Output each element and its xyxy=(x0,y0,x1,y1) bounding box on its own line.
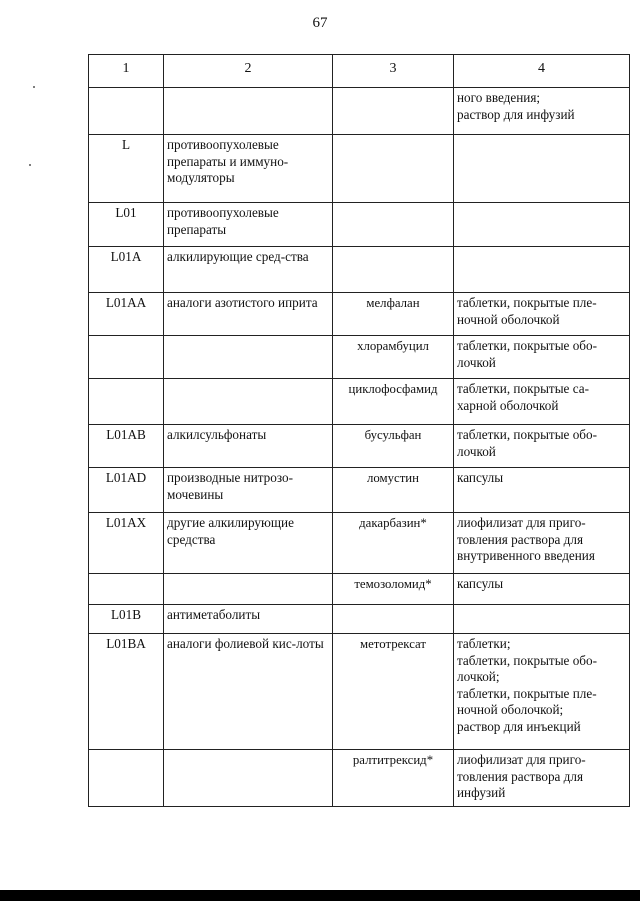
table-row xyxy=(89,203,630,247)
drug-name-cell: ломустин xyxy=(333,468,454,513)
scan-edge-bar xyxy=(0,890,640,901)
group-name-cell xyxy=(164,88,333,135)
drug-name-cell: хлорамбуцил xyxy=(333,336,454,379)
table-row xyxy=(89,605,630,634)
table-row xyxy=(89,634,630,750)
table-row xyxy=(89,336,630,379)
drug-name-cell xyxy=(333,88,454,135)
atc-code-cell: L01B xyxy=(89,605,164,634)
dosage-form-cell xyxy=(454,247,630,293)
atc-code-cell: L01 xyxy=(89,203,164,247)
drug-name-cell: метотрексат xyxy=(333,634,454,750)
table-row xyxy=(89,247,630,293)
table-body xyxy=(89,88,630,807)
page-number: 67 xyxy=(312,15,328,31)
dosage-form-cell xyxy=(454,605,630,634)
dosage-form-cell: таблетки; таблетки, покрытые обо-лочкой; таблетки, покрытые пле-ночной оболочкой; раствор для инъекций xyxy=(454,634,630,750)
dosage-form-cell: лиофилизат для приго-товления раствора для внутривенного введения xyxy=(454,513,630,574)
group-name-cell: производные нитрозо-мочевины xyxy=(164,468,333,513)
atc-code-cell: L xyxy=(89,135,164,203)
dosage-form-cell: капсулы xyxy=(454,574,630,605)
header-cell-3: 3 xyxy=(333,55,454,88)
table-row xyxy=(89,135,630,203)
group-name-cell: алкилсульфонаты xyxy=(164,425,333,468)
table-row xyxy=(89,379,630,425)
atc-code-cell xyxy=(89,574,164,605)
header-cell-1: 1 xyxy=(89,55,164,88)
dosage-form-cell: таблетки, покрытые пле-ночной оболочкой xyxy=(454,293,630,336)
dosage-form-cell: капсулы xyxy=(454,468,630,513)
scan-speck xyxy=(33,86,35,88)
table-row xyxy=(89,574,630,605)
table-row xyxy=(89,293,630,336)
scan-speck xyxy=(29,164,31,166)
drug-table xyxy=(88,54,630,807)
group-name-cell: аналоги фолиевой кис-лоты xyxy=(164,634,333,750)
drug-name-cell: мелфалан xyxy=(333,293,454,336)
group-name-cell: антиметаболиты xyxy=(164,605,333,634)
table-row xyxy=(89,88,630,135)
atc-code-cell xyxy=(89,379,164,425)
atc-code-cell xyxy=(89,750,164,807)
dosage-form-cell: таблетки, покрытые обо-лочкой xyxy=(454,336,630,379)
header-cell-2: 2 xyxy=(164,55,333,88)
dosage-form-cell: ного введения; раствор для инфузий xyxy=(454,88,630,135)
group-name-cell: противоопухолевые препараты xyxy=(164,203,333,247)
table-row xyxy=(89,513,630,574)
atc-code-cell: L01A xyxy=(89,247,164,293)
atc-code-cell xyxy=(89,336,164,379)
atc-code-cell: L01AD xyxy=(89,468,164,513)
drug-name-cell xyxy=(333,203,454,247)
dosage-form-cell: таблетки, покрытые обо-лочкой xyxy=(454,425,630,468)
group-name-cell xyxy=(164,750,333,807)
atc-code-cell: L01BA xyxy=(89,634,164,750)
group-name-cell: аналоги азотистого иприта xyxy=(164,293,333,336)
atc-code-cell xyxy=(89,88,164,135)
group-name-cell xyxy=(164,336,333,379)
drug-name-cell: бусульфан xyxy=(333,425,454,468)
dosage-form-cell: лиофилизат для приго-товления раствора для инфузий xyxy=(454,750,630,807)
group-name-cell: другие алкилирующие средства xyxy=(164,513,333,574)
group-name-cell xyxy=(164,574,333,605)
dosage-form-cell: таблетки, покрытые са-харной оболочкой xyxy=(454,379,630,425)
group-name-cell: алкилирующие сред-ства xyxy=(164,247,333,293)
drug-name-cell xyxy=(333,135,454,203)
drug-name-cell: дакарбазин* xyxy=(333,513,454,574)
dosage-form-cell xyxy=(454,135,630,203)
drug-name-cell: циклофосфамид xyxy=(333,379,454,425)
drug-name-cell xyxy=(333,605,454,634)
drug-name-cell xyxy=(333,247,454,293)
table-row xyxy=(89,468,630,513)
table-row xyxy=(89,750,630,807)
header-cell-4: 4 xyxy=(454,55,630,88)
drug-name-cell: темозоломид* xyxy=(333,574,454,605)
table-row xyxy=(89,425,630,468)
atc-code-cell: L01AA xyxy=(89,293,164,336)
table-header-row xyxy=(89,55,630,88)
drug-name-cell: ралтитрексид* xyxy=(333,750,454,807)
group-name-cell: противоопухолевые препараты и иммуно-модуляторы xyxy=(164,135,333,203)
atc-code-cell: L01AB xyxy=(89,425,164,468)
dosage-form-cell xyxy=(454,203,630,247)
group-name-cell xyxy=(164,379,333,425)
atc-code-cell: L01AX xyxy=(89,513,164,574)
